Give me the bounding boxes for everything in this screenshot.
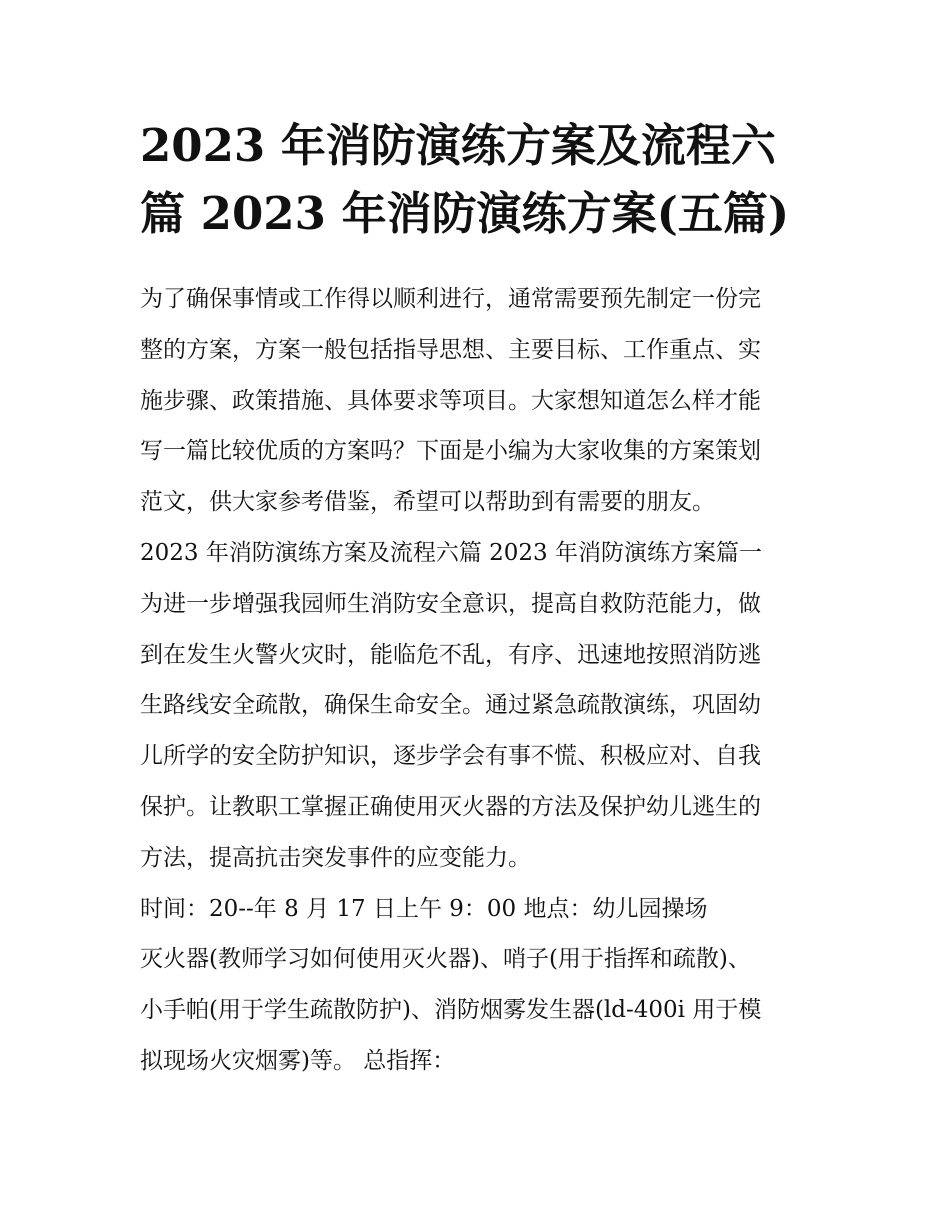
title-line-2: 篇 2023 年消防演练方案(五篇) xyxy=(140,187,790,240)
text-line: 为进一步增强我园师生消防安全意识，提高自救防范能力，做 xyxy=(140,590,761,617)
text-line: 灭火器(教师学习如何使用灭火器)、哨子(用于指挥和疏散)、 xyxy=(140,946,751,973)
paragraph-time-location xyxy=(140,884,820,935)
text-line: 到在发生火警火灾时，能临危不乱，有序、迅速地按照消防逃 xyxy=(140,641,761,668)
section-heading xyxy=(140,528,820,579)
text-line: 儿所学的安全防护知识，逐步学会有事不慌、积极应对、自我 xyxy=(140,743,761,770)
text-line: 保护。让教职工掌握正确使用灭火器的方法及保护幼儿逃生的 xyxy=(140,793,761,820)
title-line-1: 2023 年消防演练方案及流程六 xyxy=(140,119,776,172)
text-line: 为了确保事情或工作得以顺利进行，通常需要预先制定一份完 xyxy=(140,286,761,312)
paragraph-equipment xyxy=(140,934,820,1086)
text-line: 写一篇比较优质的方案吗？下面是小编为大家收集的方案策划 xyxy=(140,438,761,465)
text-line: 整的方案，方案一般包括指导思想、主要目标、工作重点、实 xyxy=(140,336,761,363)
text-line: 拟现场火灾烟雾)等。 总指挥： xyxy=(140,1047,456,1074)
text-line: 范文，供大家参考借鉴，希望可以帮助到有需要的朋友。 xyxy=(140,489,715,516)
paragraph-intro xyxy=(140,274,820,528)
text-line: 施步骤、政策措施、具体要求等项目。大家想知道怎么样才能 xyxy=(140,387,761,414)
document-title xyxy=(140,112,820,248)
text-line: 生路线安全疏散，确保生命安全。通过紧急疏散演练，巩固幼 xyxy=(140,692,761,719)
text-line: 小手帕(用于学生疏散防护)、消防烟雾发生器(ld-400i 用于模 xyxy=(140,997,762,1024)
text-line: 时间：20--年 8 月 17 日上午 9：00 地点：幼儿园操场 xyxy=(140,895,708,922)
paragraph-purpose xyxy=(140,579,820,884)
text-line: 2023 年消防演练方案及流程六篇 2023 年消防演练方案篇一 xyxy=(140,539,762,566)
document-body xyxy=(140,274,820,1087)
text-line: 方法，提高抗击突发事件的应变能力。 xyxy=(140,844,531,871)
document-page xyxy=(140,112,820,1087)
